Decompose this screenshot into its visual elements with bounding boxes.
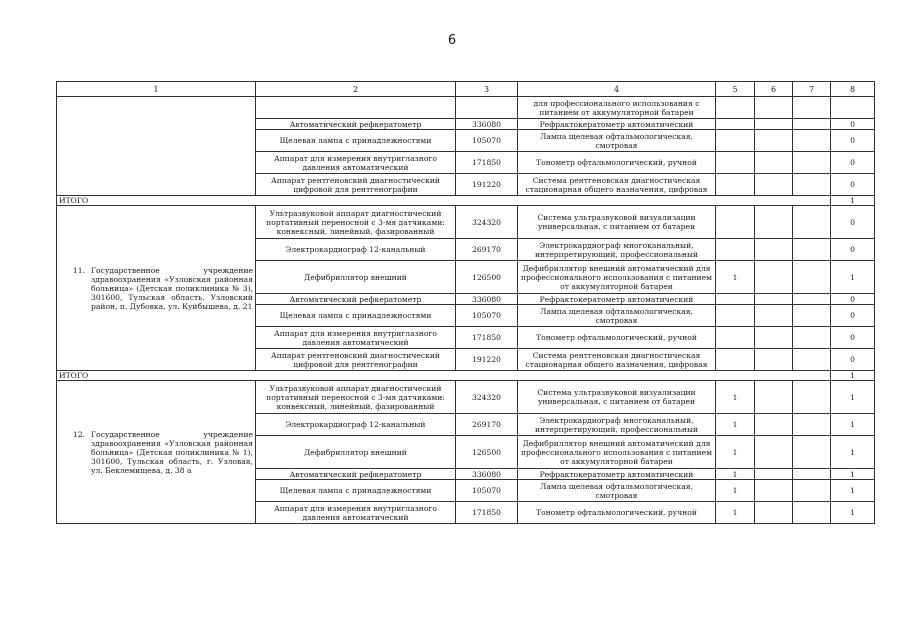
equipment-name-cell: Аппарат для измерения внутриглазного давления автоматический — [256, 152, 456, 174]
col5-value-cell — [716, 239, 755, 261]
col6-value-cell — [755, 239, 793, 261]
nomenclature-code-cell: 269170 — [456, 239, 518, 261]
device-type-cell: Лампа щелевая офтальмологическая, смотровая — [518, 305, 716, 327]
col5-value-cell — [716, 349, 755, 371]
device-type-cell: Тонометр офтальмологический, ручной — [518, 152, 716, 174]
col5-value-cell: 1 — [716, 480, 755, 502]
equipment-name-cell: Электрокардиограф 12-канальный — [256, 414, 456, 436]
nomenclature-code-cell: 191220 — [456, 174, 518, 196]
column-header: 5 — [716, 82, 755, 97]
device-type-cell: Система рентгеновская диагностическая стационарная общего назначения, цифровая — [518, 349, 716, 371]
nomenclature-code-cell: 324320 — [456, 381, 518, 414]
col5-value-cell — [716, 152, 755, 174]
col6-value-cell — [755, 349, 793, 371]
col8-value-cell: 0 — [831, 119, 875, 130]
page-number: 6 — [447, 33, 458, 48]
nomenclature-code-cell: 105070 — [456, 305, 518, 327]
nomenclature-code-cell — [456, 97, 518, 119]
col8-value-cell: 1 — [831, 414, 875, 436]
col6-value-cell — [755, 294, 793, 305]
equipment-name-cell: Щелевая лампа с принадлежностями — [256, 480, 456, 502]
table-row — [57, 97, 875, 119]
col5-value-cell — [716, 174, 755, 196]
col8-value-cell: 0 — [831, 327, 875, 349]
equipment-name-cell: Ультразвуковой аппарат диагностический портативный переносной с 3-мя датчиками: конвексный, линейный, фазированный — [256, 381, 456, 414]
equipment-name-cell: Автоматический рефкератометр — [256, 294, 456, 305]
col8-value-cell: 1 — [831, 480, 875, 502]
col7-value-cell — [793, 206, 831, 239]
col8-value-cell: 0 — [831, 305, 875, 327]
col5-value-cell — [716, 327, 755, 349]
institution-number: 12. — [72, 430, 85, 439]
equipment-name-cell: Автоматический рефкератометр — [256, 119, 456, 130]
col6-value-cell — [755, 130, 793, 152]
col7-value-cell — [793, 502, 831, 524]
col7-value-cell — [793, 130, 831, 152]
column-header: 8 — [831, 82, 875, 97]
device-type-cell: Дефибриллятор внешний автоматический для профессионального использования с питанием от аккумуляторной батареи — [518, 261, 716, 294]
col6-value-cell — [755, 327, 793, 349]
col6-value-cell — [755, 502, 793, 524]
device-type-cell: Дефибриллятор внешний автоматический для профессионального использования с питанием от аккумуляторной батареи — [518, 436, 716, 469]
col7-value-cell — [793, 152, 831, 174]
device-type-cell: Лампа щелевая офтальмологическая, смотровая — [518, 480, 716, 502]
equipment-name-cell: Электрокардиограф 12-канальный — [256, 239, 456, 261]
col6-value-cell — [755, 119, 793, 130]
device-type-cell: Электрокардиограф многоканальный, интерпретирующий, профессиональный — [518, 414, 716, 436]
column-header: 2 — [256, 82, 456, 97]
device-type-cell: для профессионального использования с питанием от аккумуляторной батареи — [518, 97, 716, 119]
col8-value-cell: 0 — [831, 152, 875, 174]
col5-value-cell: 1 — [716, 436, 755, 469]
col7-value-cell — [793, 261, 831, 294]
col7-value-cell — [793, 480, 831, 502]
device-type-cell: Система ультразвуковой визуализации универсальная, с питанием от батареи — [518, 206, 716, 239]
col8-value-cell: 0 — [831, 130, 875, 152]
equipment-name-cell: Ультразвуковой аппарат диагностический портативный переносной с 3-мя датчиками: конвексный, линейный, фазированный — [256, 206, 456, 239]
col7-value-cell — [793, 349, 831, 371]
nomenclature-code-cell: 336080 — [456, 469, 518, 480]
col8-value-cell: 0 — [831, 294, 875, 305]
nomenclature-code-cell: 336080 — [456, 294, 518, 305]
institution-address: Государственное учреждение здравоохранения «Узловская районная больница» (Детская поликлиника № 3), 301600, Тульская область, Узловский район, п. Дубовка, ул. Куйбышева, д. 21 — [91, 266, 253, 311]
total-label: ИТОГО — [57, 371, 831, 381]
equipment-name-cell: Аппарат для измерения внутриглазного давления автоматический — [256, 502, 456, 524]
col6-value-cell — [755, 436, 793, 469]
col7-value-cell — [793, 327, 831, 349]
col6-value-cell — [755, 152, 793, 174]
col6-value-cell — [755, 261, 793, 294]
device-type-cell: Рефрактокератометр автоматический — [518, 294, 716, 305]
nomenclature-code-cell: 191220 — [456, 349, 518, 371]
col7-value-cell — [793, 469, 831, 480]
col5-value-cell — [716, 206, 755, 239]
col8-value-cell: 1 — [831, 436, 875, 469]
col5-value-cell — [716, 119, 755, 130]
institution-cell — [57, 206, 256, 371]
nomenclature-code-cell: 105070 — [456, 480, 518, 502]
nomenclature-code-cell: 126500 — [456, 261, 518, 294]
col7-value-cell — [793, 119, 831, 130]
col5-value-cell: 1 — [716, 502, 755, 524]
institution-address: Государственное учреждение здравоохранения «Узловская районная больница» (Детская поликлиника № 1), 301600, Тульская область, г. Узловая, ул. Беклемищева, д. 38 а — [91, 430, 253, 475]
col7-value-cell — [793, 305, 831, 327]
institution-cell — [57, 97, 256, 196]
equipment-name-cell: Дефибриллятор внешний — [256, 261, 456, 294]
col6-value-cell — [755, 469, 793, 480]
col7-value-cell — [793, 294, 831, 305]
col5-value-cell — [716, 294, 755, 305]
column-header: 3 — [456, 82, 518, 97]
col7-value-cell — [793, 414, 831, 436]
equipment-name-cell: Щелевая лампа с принадлежностями — [256, 305, 456, 327]
nomenclature-code-cell: 269170 — [456, 414, 518, 436]
table-row — [57, 206, 875, 239]
device-type-cell: Рефрактокератометр автоматический — [518, 469, 716, 480]
col6-value-cell — [755, 305, 793, 327]
device-type-cell: Система рентгеновская диагностическая стационарная общего назначения, цифровая — [518, 174, 716, 196]
device-type-cell: Электрокардиограф многоканальный, интерпретирующий, профессиональный — [518, 239, 716, 261]
col6-value-cell — [755, 97, 793, 119]
col8-value-cell: 0 — [831, 206, 875, 239]
institution-number: 11. — [72, 266, 85, 275]
equipment-name-cell: Аппарат рентгеновский диагностический цифровой для рентгенографии — [256, 174, 456, 196]
equipment-name-cell: Аппарат для измерения внутриглазного давления автоматический — [256, 327, 456, 349]
equipment-name-cell — [256, 97, 456, 119]
col8-value-cell: 0 — [831, 349, 875, 371]
col6-value-cell — [755, 414, 793, 436]
col5-value-cell: 1 — [716, 381, 755, 414]
total-row — [57, 196, 875, 206]
total-value: 1 — [831, 371, 875, 381]
nomenclature-code-cell: 126500 — [456, 436, 518, 469]
column-header: 7 — [793, 82, 831, 97]
equipment-table — [56, 81, 875, 524]
col7-value-cell — [793, 174, 831, 196]
col8-value-cell: 1 — [831, 502, 875, 524]
column-header: 6 — [755, 82, 793, 97]
total-row — [57, 371, 875, 381]
total-value: 1 — [831, 196, 875, 206]
device-type-cell: Система ультразвуковой визуализации универсальная, с питанием от батареи — [518, 381, 716, 414]
nomenclature-code-cell: 324320 — [456, 206, 518, 239]
col5-value-cell: 1 — [716, 469, 755, 480]
col7-value-cell — [793, 239, 831, 261]
column-header-row — [57, 82, 875, 97]
col8-value-cell: 0 — [831, 239, 875, 261]
total-label: ИТОГО — [57, 196, 831, 206]
col7-value-cell — [793, 97, 831, 119]
nomenclature-code-cell: 171850 — [456, 152, 518, 174]
nomenclature-code-cell: 336080 — [456, 119, 518, 130]
device-type-cell: Лампа щелевая офтальмологическая, смотровая — [518, 130, 716, 152]
col6-value-cell — [755, 381, 793, 414]
nomenclature-code-cell: 171850 — [456, 502, 518, 524]
col8-value-cell: 0 — [831, 174, 875, 196]
col7-value-cell — [793, 381, 831, 414]
equipment-name-cell: Автоматический рефкератометр — [256, 469, 456, 480]
nomenclature-code-cell: 105070 — [456, 130, 518, 152]
column-header: 4 — [518, 82, 716, 97]
col5-value-cell — [716, 97, 755, 119]
table-row — [57, 381, 875, 414]
equipment-name-cell: Щелевая лампа с принадлежностями — [256, 130, 456, 152]
column-header: 1 — [57, 82, 256, 97]
equipment-name-cell: Дефибриллятор внешний — [256, 436, 456, 469]
device-type-cell: Тонометр офтальмологический, ручной — [518, 502, 716, 524]
col6-value-cell — [755, 174, 793, 196]
col7-value-cell — [793, 436, 831, 469]
col5-value-cell: 1 — [716, 261, 755, 294]
col5-value-cell: 1 — [716, 414, 755, 436]
col8-value-cell: 1 — [831, 381, 875, 414]
device-type-cell: Тонометр офтальмологический, ручной — [518, 327, 716, 349]
col6-value-cell — [755, 206, 793, 239]
col8-value-cell — [831, 97, 875, 119]
col5-value-cell — [716, 305, 755, 327]
institution-cell — [57, 381, 256, 524]
col8-value-cell: 1 — [831, 469, 875, 480]
equipment-name-cell: Аппарат рентгеновский диагностический цифровой для рентгенографии — [256, 349, 456, 371]
col6-value-cell — [755, 480, 793, 502]
nomenclature-code-cell: 171850 — [456, 327, 518, 349]
device-type-cell: Рефрактокератометр автоматический — [518, 119, 716, 130]
col8-value-cell: 1 — [831, 261, 875, 294]
col5-value-cell — [716, 130, 755, 152]
